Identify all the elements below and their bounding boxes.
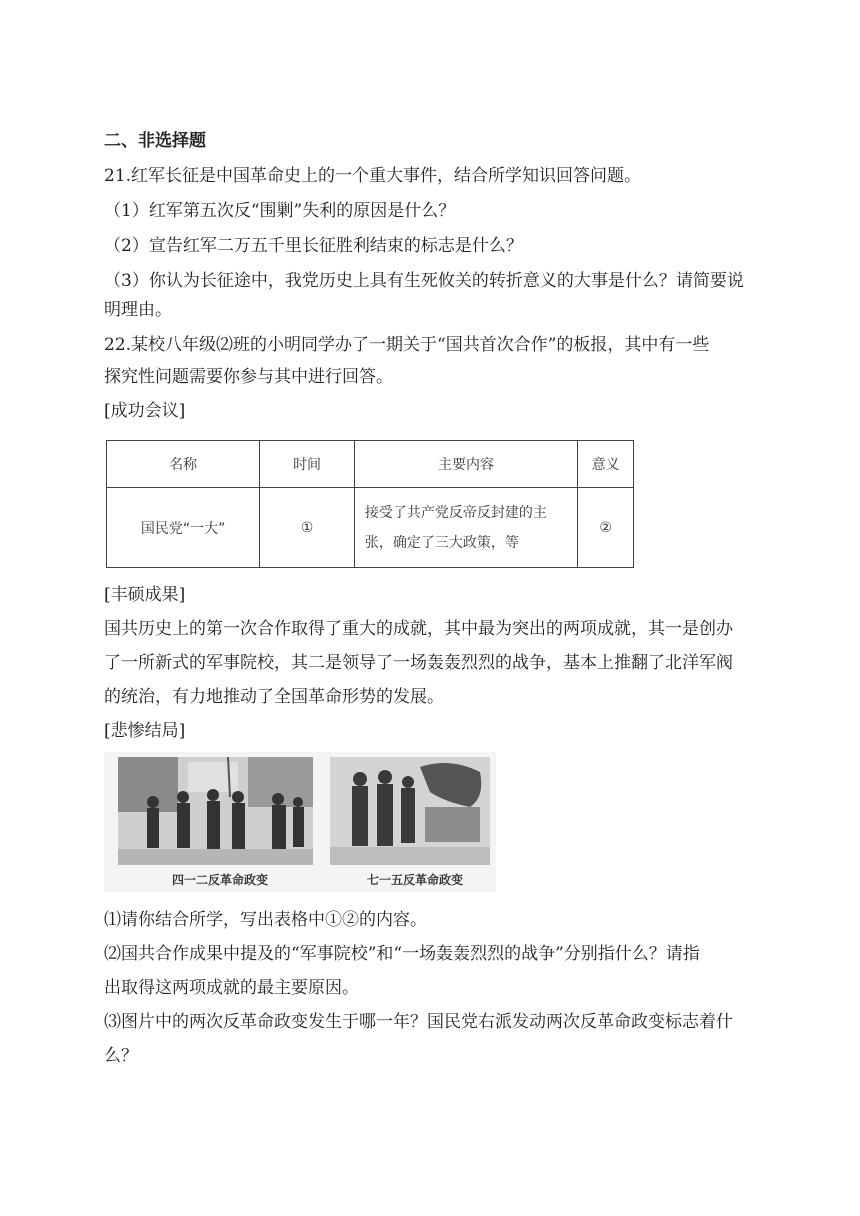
photo-715-image — [330, 757, 490, 865]
table-header-time: 时间 — [260, 441, 355, 488]
ask3-line1: ⑶图片中的两次反革命政变发生于哪一年？国民党右派发动两次反革命政变标志着什 — [104, 1012, 733, 1032]
section-title: 二、非选择题 — [104, 131, 206, 151]
heading-results: [丰硕成果] — [104, 585, 186, 605]
q22-stem-line1: 22.某校八年级⑵班的小明同学办了一期关于“国共首次合作”的板报，其中有一些 — [104, 335, 710, 355]
heading-ending: [悲惨结局] — [104, 721, 186, 741]
heading-meeting: [成功会议] — [104, 401, 186, 421]
photo-715-coup — [330, 757, 490, 865]
cell-content-line1: 接受了共产党反帝反封建的主 — [364, 504, 547, 521]
table-header-meaning: 意义 — [578, 441, 634, 488]
q21-sub3-line2: 明理由。 — [104, 300, 172, 320]
cell-meaning: ② — [578, 488, 634, 568]
cell-time: ① — [260, 488, 355, 568]
photo-412-image — [118, 757, 313, 865]
ask2-line1: ⑵国共合作成果中提及的“军事院校”和“一场轰轰烈烈的战争”分别指什么？请指 — [104, 944, 700, 964]
ask3-line2: 么？ — [104, 1046, 138, 1066]
cell-content-line2: 张，确定了三大政策，等 — [364, 534, 519, 551]
ask1: ⑴请你结合所学，写出表格中①②的内容。 — [104, 910, 427, 930]
ask2-line2: 出取得这两项成就的最主要原因。 — [104, 978, 359, 998]
meeting-table — [106, 440, 634, 568]
cell-content — [354, 488, 577, 568]
results-line3: 的统治，有力地推动了全国革命形势的发展。 — [104, 687, 444, 707]
results-line2: 了一所新式的军事院校，其二是领导了一场轰轰烈烈的战争，基本上推翻了北洋军阀 — [104, 653, 733, 673]
photo-412-coup — [118, 757, 313, 865]
q21-sub1: （1）红军第五次反“围剿”失利的原因是什么？ — [104, 201, 456, 221]
table-header-content: 主要内容 — [354, 441, 577, 488]
q21-stem: 21.红军长征是中国革命史上的一个重大事件，结合所学知识回答问题。 — [104, 166, 642, 186]
q21-sub3-line1: （3）你认为长征途中，我党历史上具有生死攸关的转折意义的大事是什么？请简要说 — [104, 271, 744, 291]
q22-stem-line2: 探究性问题需要你参与其中进行回答。 — [104, 367, 393, 387]
table-row — [107, 488, 634, 568]
table-header-row — [107, 441, 634, 488]
q21-sub2: （2）宣告红军二万五千里长征胜利结束的标志是什么？ — [104, 236, 523, 256]
photo-caption-715: 七一五反革命政变 — [367, 873, 464, 887]
cell-name: 国民党“一大” — [107, 488, 260, 568]
photo-caption-412: 四一二反革命政变 — [172, 873, 269, 887]
table-header-name: 名称 — [107, 441, 260, 488]
results-line1: 国共历史上的第一次合作取得了重大的成就，其中最为突出的两项成就，其一是创办 — [104, 619, 733, 639]
